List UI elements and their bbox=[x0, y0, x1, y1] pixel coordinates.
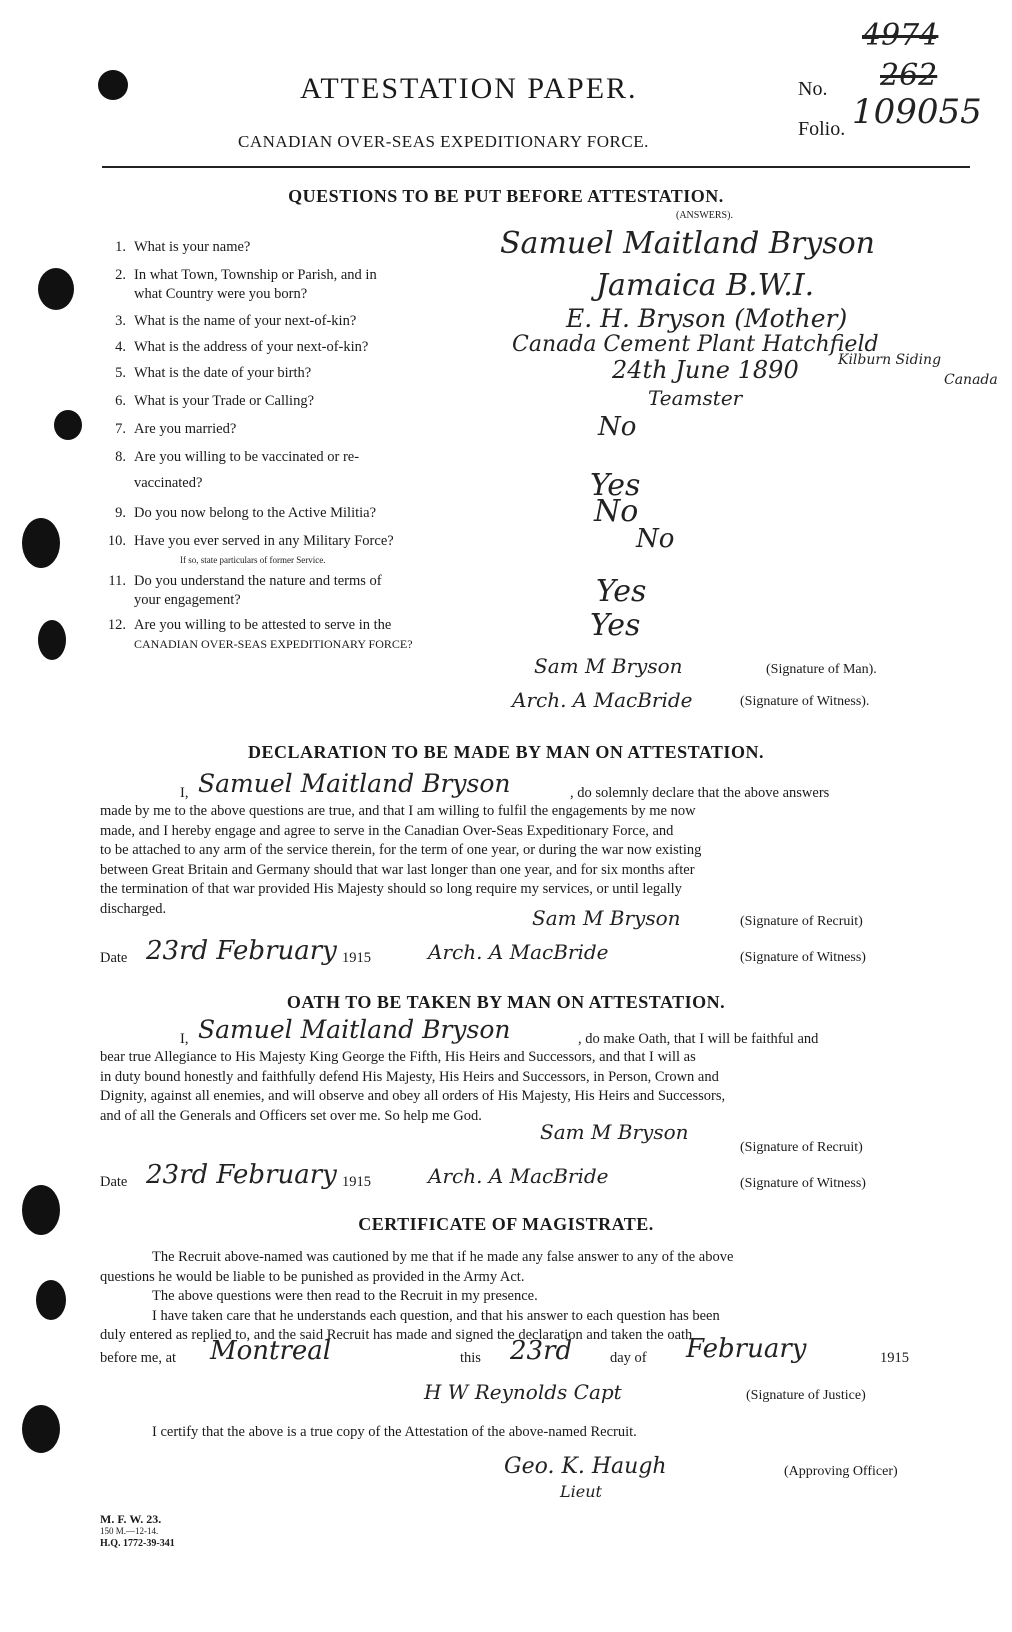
folio-label: Folio. bbox=[798, 118, 846, 140]
answer-4: Canada Cement Plant Hatchfield bbox=[512, 332, 879, 357]
question-8 bbox=[100, 448, 500, 491]
question-number: 6. bbox=[115, 393, 126, 409]
declaration-witness-signature-label: (Signature of Witness) bbox=[740, 950, 866, 965]
answer-1: Samuel Maitland Bryson bbox=[500, 226, 875, 261]
question-number: 5. bbox=[115, 365, 126, 381]
day-of-label: day of bbox=[610, 1350, 647, 1366]
question-4 bbox=[100, 338, 500, 358]
declaration-date-value: 23rd February bbox=[146, 936, 337, 966]
question-text-cont: your engagement? bbox=[134, 592, 241, 608]
oath-recruit-signature-label: (Signature of Recruit) bbox=[740, 1140, 863, 1155]
oath-date-label: Date bbox=[100, 1174, 128, 1190]
oath-heading: OATH TO BE TAKEN BY MAN ON ATTESTATION. bbox=[286, 992, 726, 1012]
declaration-date-label: Date bbox=[100, 950, 128, 966]
question-text: What is the name of your next-of-kin? bbox=[134, 313, 357, 329]
answer-2: Jamaica B.W.I. bbox=[596, 268, 815, 303]
declaration-line-4: to be attached to any arm of the service therein, for the term of one year, or during the war now existing bbox=[100, 842, 702, 858]
questions-heading: QUESTIONS TO BE PUT BEFORE ATTESTATION. bbox=[288, 186, 724, 206]
oath-line-2: bear true Allegiance to His Majesty King George the Fifth, His Heirs and Successors, and that I will as bbox=[100, 1049, 696, 1065]
oath-line-5: and of all the Generals and Officers set over me. So help me God. bbox=[100, 1107, 482, 1124]
declaration-line-3: made, and I hereby engage and agree to serve in the Canadian Over-Seas Expeditionary Force, and bbox=[100, 822, 674, 839]
signature-of-man: Sam M Bryson bbox=[534, 654, 683, 678]
question-11 bbox=[100, 572, 500, 612]
punch-hole bbox=[54, 410, 82, 440]
answer-5-note-2: Canada bbox=[944, 372, 998, 388]
hq-number: H.Q. 1772-39-341 bbox=[100, 1538, 175, 1549]
question-number: 3. bbox=[115, 313, 126, 329]
certificate-line-2: questions he would be liable to be punished as provided in the Army Act. bbox=[100, 1268, 525, 1285]
question-text: Do you understand the nature and terms of bbox=[134, 573, 382, 589]
punch-hole bbox=[38, 620, 66, 660]
question-number: 2. bbox=[115, 267, 126, 283]
question-12 bbox=[100, 616, 500, 656]
declaration-line-6: the termination of that war provided His Majesty should so long require my services, or until legally bbox=[100, 881, 682, 897]
answer-6: Teamster bbox=[648, 386, 743, 410]
print-run: 150 M.—12-14. bbox=[100, 1526, 159, 1536]
form-number: M. F. W. 23. bbox=[100, 1512, 162, 1526]
question-text-cont: CANADIAN OVER-SEAS EXPEDITIONARY FORCE? bbox=[134, 637, 413, 651]
question-number: 1. bbox=[115, 239, 126, 255]
certify-statement: I certify that the above is a true copy of the Attestation of the above-named Recruit. bbox=[152, 1424, 637, 1440]
certificate-day: 23rd bbox=[510, 1336, 573, 1366]
answer-9: No bbox=[594, 494, 639, 529]
justice-signature: H W Reynolds Capt bbox=[424, 1380, 622, 1404]
oath-witness-signature-label: (Signature of Witness) bbox=[740, 1176, 866, 1191]
declaration-witness-signature: Arch. A MacBride bbox=[428, 940, 609, 964]
signature-of-witness-label: (Signature of Witness). bbox=[740, 694, 870, 709]
oath-line-3: in duty bound honestly and faithfully defend His Majesty, His Heirs and Successors, in Person, Crown and bbox=[100, 1068, 719, 1085]
question-3 bbox=[100, 312, 500, 332]
punch-hole bbox=[22, 518, 60, 568]
answer-10: No bbox=[636, 524, 675, 554]
question-text: What is your Trade or Calling? bbox=[134, 393, 315, 409]
question-number: 12. bbox=[107, 617, 126, 633]
oath-witness-signature: Arch. A MacBride bbox=[428, 1164, 609, 1188]
number-label: No. bbox=[798, 78, 828, 100]
question-text: What is the date of your birth? bbox=[134, 365, 312, 381]
question-1 bbox=[100, 238, 500, 258]
declaration-recruit-signature: Sam M Bryson bbox=[532, 906, 681, 930]
certificate-place: Montreal bbox=[210, 1336, 332, 1366]
this-label: this bbox=[460, 1350, 481, 1366]
answers-label: (ANSWERS). bbox=[676, 210, 733, 221]
oath-line-1: , do make Oath, that I will be faithful and bbox=[578, 1031, 819, 1047]
answer-7: No bbox=[598, 412, 637, 442]
declaration-line-5: between Great Britain and Germany should that war last longer than one year, and for six months after bbox=[100, 861, 695, 878]
signature-of-witness: Arch. A MacBride bbox=[512, 688, 693, 712]
answer-5: 24th June 1890 bbox=[612, 356, 799, 384]
oath-i: I, bbox=[180, 1031, 189, 1047]
approving-officer-signature: Geo. K. Haugh bbox=[504, 1454, 667, 1479]
oath-name: Samuel Maitland Bryson bbox=[198, 1015, 511, 1044]
question-number: 7. bbox=[115, 421, 126, 437]
certificate-line-5: duly entered as replied to, and the said Recruit has made and signed the declaration and taken the oath bbox=[100, 1327, 693, 1343]
question-text: Are you willing to be attested to serve in the bbox=[134, 617, 392, 633]
answer-3: E. H. Bryson (Mother) bbox=[566, 304, 848, 333]
oath-year: 1915 bbox=[342, 1174, 371, 1190]
question-10 bbox=[100, 532, 500, 564]
divider bbox=[102, 166, 970, 168]
punch-hole bbox=[36, 1280, 66, 1320]
certificate-body bbox=[100, 1248, 980, 1348]
punch-hole bbox=[22, 1405, 60, 1453]
question-text: Are you willing to be vaccinated or re- bbox=[134, 449, 360, 465]
question-number: 4. bbox=[115, 339, 126, 355]
oath-line-4: Dignity, against all enemies, and will observe and obey all orders of His Majesty, His Heirs and Successors, bbox=[100, 1088, 726, 1104]
justice-signature-label: (Signature of Justice) bbox=[746, 1388, 866, 1403]
declaration-line-2: made by me to the above questions are true, and that I am willing to fulfil the engagements by me now bbox=[100, 803, 696, 819]
question-text-cont: what Country were you born? bbox=[134, 286, 308, 302]
oath-date-value: 23rd February bbox=[146, 1160, 337, 1190]
question-text: What is the address of your next-of-kin? bbox=[134, 339, 369, 355]
question-text-cont: vaccinated? bbox=[134, 475, 203, 491]
document-title: ATTESTATION PAPER. bbox=[300, 72, 638, 105]
answer-12: Yes bbox=[590, 608, 641, 643]
punch-hole bbox=[98, 70, 128, 100]
folio-value: 109055 bbox=[852, 92, 982, 132]
declaration-i: I, bbox=[180, 785, 189, 801]
question-text: In what Town, Township or Parish, and in bbox=[134, 267, 377, 283]
question-text: Do you now belong to the Active Militia? bbox=[134, 505, 377, 521]
question-note: If so, state particulars of former Service. bbox=[180, 555, 326, 565]
question-7 bbox=[100, 420, 500, 440]
question-text: What is your name? bbox=[134, 239, 251, 255]
question-9 bbox=[100, 504, 500, 524]
certificate-month: February bbox=[686, 1334, 807, 1364]
answer-5-note: Kilburn Siding bbox=[838, 352, 942, 368]
certificate-line-1: The Recruit above-named was cautioned by me that if he made any false answer to any of the above bbox=[152, 1249, 734, 1265]
certificate-line-3: The above questions were then read to the Recruit in my presence. bbox=[152, 1288, 538, 1304]
before-me-label: before me, at bbox=[100, 1350, 177, 1366]
signature-of-man-label: (Signature of Man). bbox=[766, 662, 877, 677]
approving-officer-label: (Approving Officer) bbox=[784, 1464, 898, 1479]
question-number: 8. bbox=[115, 449, 126, 465]
certificate-heading: CERTIFICATE OF MAGISTRATE. bbox=[358, 1214, 654, 1234]
question-6 bbox=[100, 392, 500, 412]
question-number: 9. bbox=[115, 505, 126, 521]
question-number: 11. bbox=[108, 573, 126, 589]
document-subtitle: CANADIAN OVER-SEAS EXPEDITIONARY FORCE. bbox=[238, 132, 649, 151]
certificate-line-4: I have taken care that he understands each question, and that his answer to each question has been bbox=[152, 1307, 720, 1324]
punch-hole bbox=[38, 268, 74, 310]
answer-8: Yes bbox=[590, 468, 641, 503]
approving-officer-rank: Lieut bbox=[560, 1482, 602, 1501]
declaration-name: Samuel Maitland Bryson bbox=[198, 769, 511, 798]
declaration-recruit-signature-label: (Signature of Recruit) bbox=[740, 914, 863, 929]
declaration-year: 1915 bbox=[342, 950, 371, 966]
oath-recruit-signature: Sam M Bryson bbox=[540, 1120, 689, 1144]
question-5 bbox=[100, 364, 500, 384]
number-value-top: 4974 bbox=[862, 18, 939, 53]
declaration-line-1: , do solemnly declare that the above answers bbox=[570, 785, 830, 801]
certificate-year: 1915 bbox=[880, 1350, 909, 1366]
question-number: 10. bbox=[107, 533, 126, 549]
number-value-struck: 262 bbox=[880, 58, 938, 93]
answer-11: Yes bbox=[596, 574, 647, 609]
declaration-line-7: discharged. bbox=[100, 900, 167, 917]
question-text: Are you married? bbox=[134, 421, 237, 437]
question-2 bbox=[100, 266, 500, 306]
question-text: Have you ever served in any Military Force? bbox=[134, 533, 394, 549]
declaration-heading: DECLARATION TO BE MADE BY MAN ON ATTESTATION. bbox=[248, 742, 764, 762]
